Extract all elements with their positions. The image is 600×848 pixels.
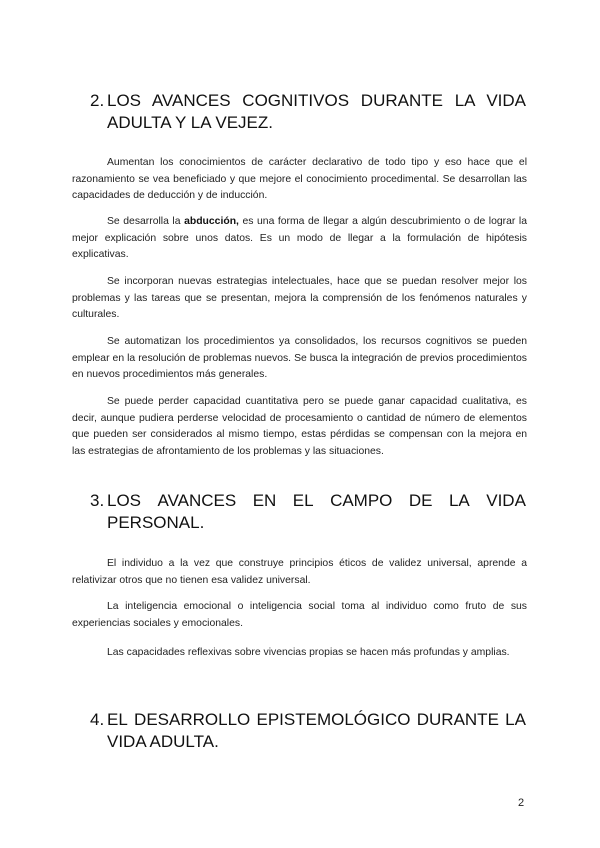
section-3-paragraph-3: Las capacidades reflexivas sobre vivencias propias se hacen más profundas y amplias.: [107, 647, 510, 658]
section-2-title: LOS AVANCES COGNITIVOS DURANTE LA VIDA ADULTA Y LA VEJEZ.: [107, 91, 526, 132]
section-2-paragraph-1: Aumentan los conocimientos de carácter declarativo de todo tipo y eso hace que el razonamiento se vea beneficiado y que mejore el conocimiento procedimental. Se desarrollan las capacidades de deducción y de inducción.: [72, 157, 527, 201]
section-4-number: 4.: [90, 710, 105, 729]
section-4-heading: [90, 709, 526, 753]
section-3-title: LOS AVANCES EN EL CAMPO DE LA VIDA PERSONAL.: [107, 491, 526, 532]
section-3-heading: [90, 490, 526, 534]
section-2-heading: [90, 90, 526, 134]
page-number: 2: [518, 797, 525, 809]
paragraph-text-after: es una forma de llegar a algún descubrimiento o de lograr la mejor explicación sobre unos datos. Es un modo de llegar a la formulación de hipótesis explicativas.: [72, 216, 527, 260]
section-2-paragraph-5: Se puede perder capacidad cuantitativa pero se puede ganar capacidad cualitativa, es decir, aunque pudiera perderse velocidad de procesamiento o cantidad de número de elementos que pueden ser considerados al mismo tiempo, estas pérdidas se compensan con la mejora en las estrategias de afrontamiento de los problemas y las situaciones.: [72, 396, 527, 457]
paragraph-text-before: Se desarrolla la: [107, 216, 185, 227]
section-2-paragraph-4: Se automatizan los procedimientos ya consolidados, los recursos cognitivos se pueden emplear en la resolución de problemas nuevos. Se busca la integración de previos procedimientos en nuevos procedimientos más generales.: [72, 336, 527, 380]
section-4-title: EL DESARROLLO EPISTEMOLÓGICO DURANTE LA VIDA ADULTA.: [107, 710, 526, 751]
section-2-paragraph-2: [72, 214, 527, 264]
bold-term-abduccion: abducción,: [184, 216, 239, 227]
section-3-paragraph-1: El individuo a la vez que construye principios éticos de validez universal, aprende a relativizar otros que no tienen esa validez universal.: [72, 558, 527, 586]
section-2-paragraph-3: Se incorporan nuevas estrategias intelectuales, hace que se puedan resolver mejor los problemas y las tareas que se presentan, mejora la comprensión de los fenómenos naturales y culturales.: [72, 276, 527, 320]
section-3-paragraph-2: La inteligencia emocional o inteligencia social toma al individuo como fruto de sus experiencias sociales y emocionales.: [72, 601, 527, 629]
section-2-number: 2.: [90, 91, 105, 110]
section-3-number: 3.: [90, 491, 105, 510]
